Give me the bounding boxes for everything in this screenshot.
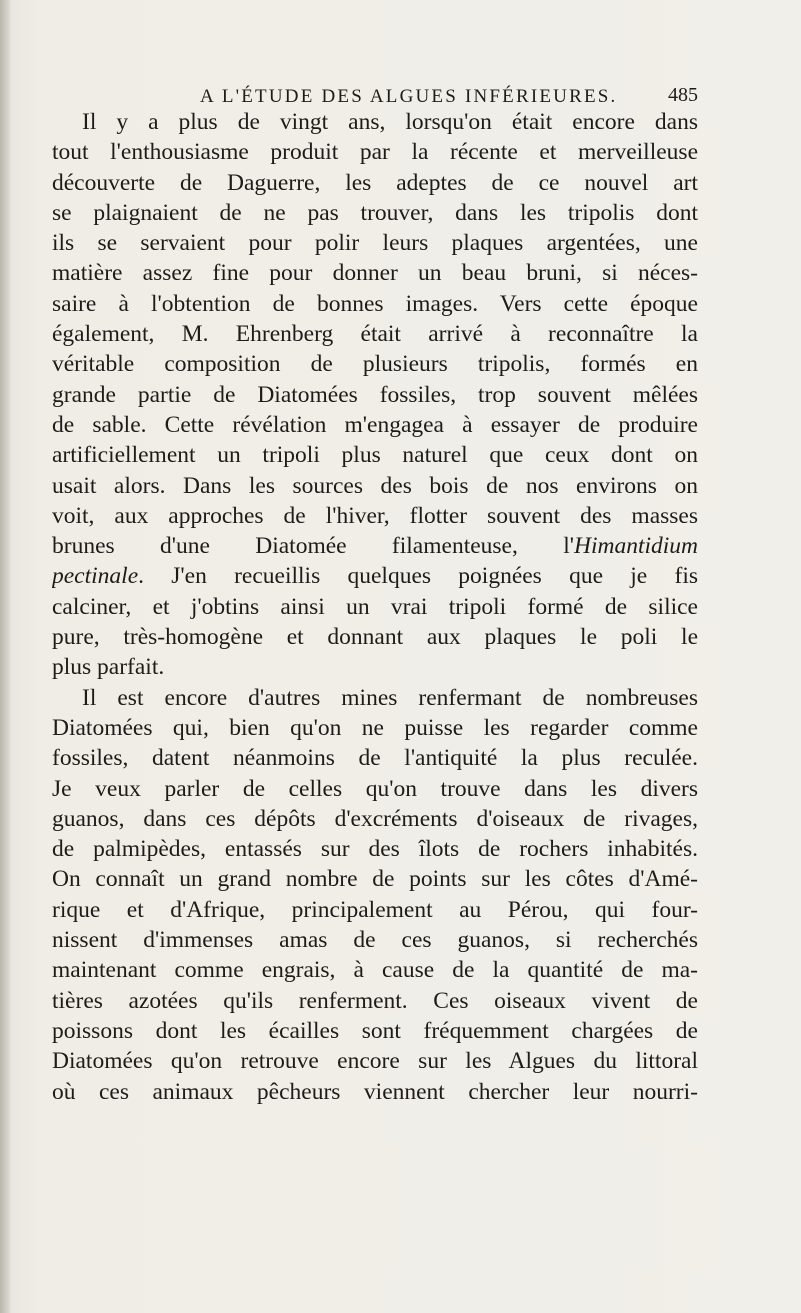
text-line: Il est encore d'autres mines renfermant de nombreuses <box>82 684 698 711</box>
text-line: voit, aux approches de l'hiver, flotter souvent des masses <box>52 502 698 529</box>
text-line: tières azotées qu'ils renferment. Ces oiseaux vivent de <box>52 987 698 1014</box>
text-line-with-species-name <box>52 531 698 561</box>
text-line: poissons dont les écailles sont fréquemment chargées de <box>52 1017 698 1044</box>
text-line: On connaît un grand nombre de points sur les côtes d'Amé- <box>52 866 698 893</box>
text-line: matière assez fine pour donner un beau bruni, si néces- <box>52 260 698 287</box>
text-line: de sable. Cette révélation m'engagea à essayer de produire <box>52 411 698 438</box>
text-line: Il y a plus de vingt ans, lorsqu'on était encore dans <box>82 109 698 135</box>
text-line: pure, très-homogène et donnant aux plaques le poli le <box>52 624 698 651</box>
text-line: fossiles, datent néanmoins de l'antiquité la plus reculée. <box>52 745 698 772</box>
species-epithet-italic: pectinale <box>52 563 139 590</box>
page-number: 485 <box>668 84 698 106</box>
text-line: se plaignaient de ne pas trouver, dans les tripolis dont <box>52 199 698 226</box>
text-line: Je veux parler de celles qu'on trouve dans les divers <box>52 775 698 802</box>
text-line: usait alors. Dans les sources des bois de nos environs on <box>52 472 698 499</box>
text-line: découverte de Daguerre, les adeptes de ce nouvel art <box>52 169 698 196</box>
text-line: ils se servaient pour polir leurs plaques argentées, une <box>52 230 698 257</box>
text-line: artificiellement un tripoli plus naturel que ceux dont on <box>52 442 698 469</box>
text-line: de palmipèdes, entassés sur des îlots de rochers inhabités. <box>52 836 698 863</box>
text-segment: . J'en recueillis quelques poignées que je fis <box>138 563 698 590</box>
text-line: grande partie de Diatomées fossiles, trop souvent mêlées <box>52 381 698 408</box>
text-line: Diatomées qu'on retrouve encore sur les Algues du littoral <box>52 1048 698 1075</box>
text-line: également, M. Ehrenberg était arrivé à reconnaître la <box>52 321 698 348</box>
text-line: véritable composition de plusieurs tripolis, formés en <box>52 351 698 378</box>
text-line: où ces animaux pêcheurs viennent chercher leur nourri- <box>52 1078 698 1105</box>
page-binding-edge <box>0 0 10 1313</box>
text-line: tout l'enthousiasme produit par la récente et merveilleuse <box>52 139 698 166</box>
species-name-italic: Himantidium <box>573 533 698 560</box>
text-segment: brunes d'une Diatomée filamenteuse, l' <box>52 533 574 560</box>
paragraph-end-line: plus parfait. <box>52 654 165 681</box>
text-line: maintenant comme engrais, à cause de la quantité de ma- <box>52 957 698 984</box>
text-line: rique et d'Afrique, principalement au Pérou, qui four- <box>52 896 698 923</box>
text-line: Diatomées qui, bien qu'on ne puisse les regarder comme <box>52 714 698 741</box>
body-text <box>52 107 698 1107</box>
text-line: guanos, dans ces dépôts d'excréments d'oiseaux de rivages, <box>52 805 698 832</box>
text-line-with-species-name <box>52 561 698 591</box>
text-line: nissent d'immenses amas de ces guanos, si recherchés <box>52 927 698 954</box>
running-header: A L'ÉTUDE DES ALGUES INFÉRIEURES. <box>200 86 618 107</box>
text-line: calciner, et j'obtins ainsi un vrai tripoli formé de silice <box>52 593 698 620</box>
text-line: saire à l'obtention de bonnes images. Vers cette époque <box>52 290 698 317</box>
